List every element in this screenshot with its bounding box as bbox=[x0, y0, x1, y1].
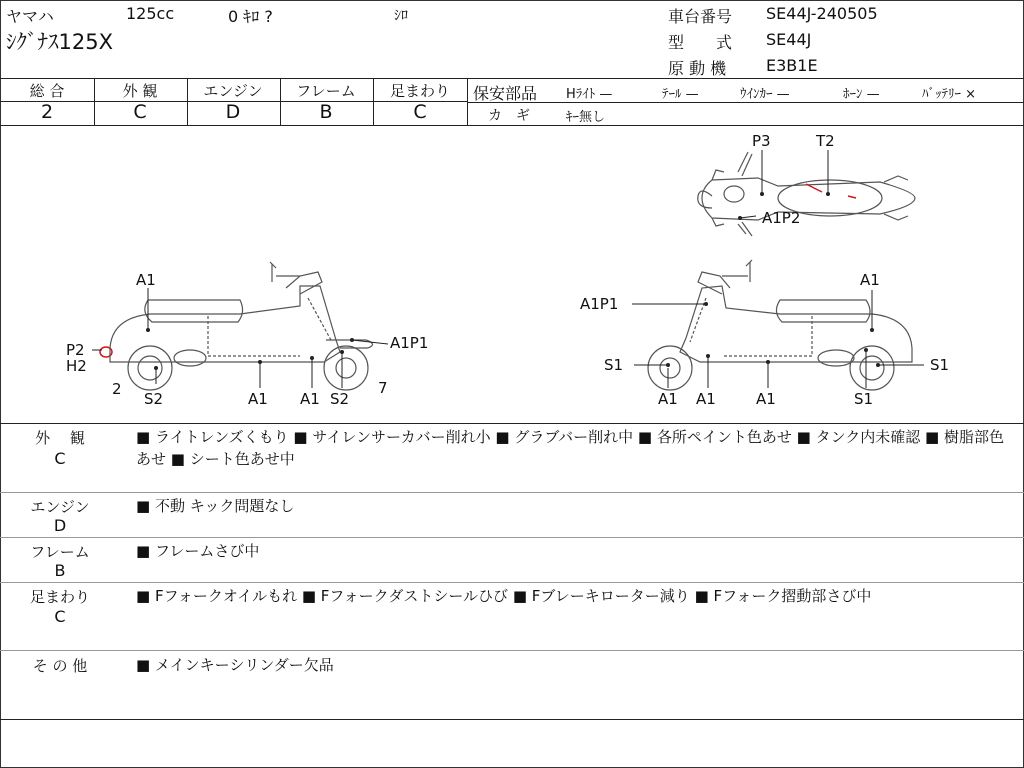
label-left-s2b: S2 bbox=[330, 390, 350, 408]
divider bbox=[0, 650, 1024, 651]
label-left-7: 7 bbox=[378, 379, 388, 397]
section-exterior-grade: C bbox=[54, 449, 66, 468]
divider bbox=[0, 492, 1024, 493]
label-right-a1b: A1 bbox=[696, 390, 716, 408]
grade-suspension-label: 足まわり bbox=[389, 82, 450, 100]
label-right-s1b: S1 bbox=[930, 356, 950, 374]
label-top-p3: P3 bbox=[752, 132, 771, 150]
section-engine-grade: D bbox=[53, 516, 67, 535]
section-frame-grade: B bbox=[54, 561, 66, 580]
section-exterior-label: 外 観 bbox=[35, 429, 85, 447]
section-suspension-text: ■ Fフォークオイルもれ ■ Fフォークダストシールひび ■ Fブレーキローター減り ■ Fフォーク摺動部さび中 bbox=[136, 587, 872, 605]
divider bbox=[0, 537, 1024, 538]
color: ｼﾛ bbox=[394, 8, 408, 24]
divider bbox=[0, 78, 1024, 79]
label-right-a1c: A1 bbox=[756, 390, 776, 408]
label-top-t2: T2 bbox=[816, 132, 835, 150]
frame-number: SE44J-240505 bbox=[766, 4, 878, 23]
label-left-p2: P2 bbox=[66, 341, 85, 359]
label-right-s1a: S1 bbox=[604, 356, 624, 374]
type-label: 型 式 bbox=[668, 33, 733, 52]
label-left-2: 2 bbox=[112, 380, 122, 398]
grade-suspension-value: C bbox=[413, 101, 427, 123]
section-other-text: ■ メインキーシリンダー欠品 bbox=[136, 656, 334, 674]
section-exterior-text: ■ ライトレンズくもり ■ サイレンサーカバー削れ小 ■ グラブバー削れ中 ■ 各所ペイント色あせ ■ タンク内未確認 ■ 樹脂部色あせ ■ シート色あせ中 bbox=[136, 428, 1004, 468]
section-engine-text: ■ 不動 キック問題なし bbox=[136, 497, 295, 515]
model-name: ｼｸﾞﾅｽ125X bbox=[6, 30, 113, 54]
label-left-s2a: S2 bbox=[144, 390, 164, 408]
section-frame-label: フレーム bbox=[30, 543, 90, 561]
label-right-a1p1: A1P1 bbox=[580, 295, 619, 313]
mileage: 0 ｷﾛ ? bbox=[228, 7, 273, 26]
safety-horn: ﾎｰﾝ — bbox=[843, 87, 880, 102]
section-other-label: そ の 他 bbox=[32, 657, 88, 675]
label-right-a1a: A1 bbox=[658, 390, 678, 408]
divider bbox=[0, 423, 1024, 424]
grade-overall-label: 総 合 bbox=[29, 82, 65, 100]
safety-tail: ﾃｰﾙ — bbox=[662, 87, 699, 102]
label-left-a1b: A1 bbox=[300, 390, 320, 408]
safety-battery: ﾊﾞｯﾃﾘｰ × bbox=[922, 87, 977, 102]
label-right-s1c: S1 bbox=[854, 390, 874, 408]
safety-headlight: Hﾗｲﾄ — bbox=[566, 87, 613, 102]
damage-marks bbox=[100, 184, 856, 357]
section-suspension-label: 足まわり bbox=[29, 588, 90, 606]
type-value: SE44J bbox=[766, 30, 812, 49]
damage-diagram bbox=[0, 126, 1024, 424]
grade-exterior-label: 外 観 bbox=[122, 82, 158, 100]
label-left-a1p1: A1P1 bbox=[390, 334, 429, 352]
section-frame-text: ■ フレームさび中 bbox=[136, 542, 260, 560]
scooter-top-view bbox=[698, 152, 915, 236]
key-value: ｷｰ無し bbox=[566, 110, 606, 125]
grade-frame-label: フレーム bbox=[296, 82, 356, 100]
label-left-a1-top: A1 bbox=[136, 271, 156, 289]
safety-parts-label: 保安部品 bbox=[473, 84, 538, 103]
grade-engine-label: エンジン bbox=[203, 82, 263, 100]
grade-overall-value: 2 bbox=[40, 101, 54, 123]
label-top-a1p2: A1P2 bbox=[762, 209, 801, 227]
grade-frame-value: B bbox=[319, 101, 333, 123]
divider bbox=[0, 719, 1024, 720]
section-engine-label: エンジン bbox=[30, 498, 90, 516]
label-left-a1a: A1 bbox=[248, 390, 268, 408]
safety-winker: ｳｲﾝｶｰ — bbox=[740, 87, 790, 102]
label-right-a1-top: A1 bbox=[860, 271, 880, 289]
divider bbox=[468, 102, 1024, 103]
label-left-h2: H2 bbox=[66, 357, 87, 375]
engine-model: E3B1E bbox=[766, 56, 818, 75]
displacement: 125cc bbox=[126, 4, 175, 23]
grade-exterior-value: C bbox=[133, 101, 147, 123]
divider bbox=[0, 582, 1024, 583]
section-suspension-grade: C bbox=[54, 607, 66, 626]
divider bbox=[467, 78, 468, 125]
frame-number-label: 車台番号 bbox=[668, 7, 733, 26]
key-label: カ ギ bbox=[488, 108, 530, 124]
engine-model-label: 原 動 機 bbox=[668, 59, 727, 78]
grade-engine-value: D bbox=[225, 101, 241, 123]
maker: ヤマハ bbox=[6, 7, 54, 26]
